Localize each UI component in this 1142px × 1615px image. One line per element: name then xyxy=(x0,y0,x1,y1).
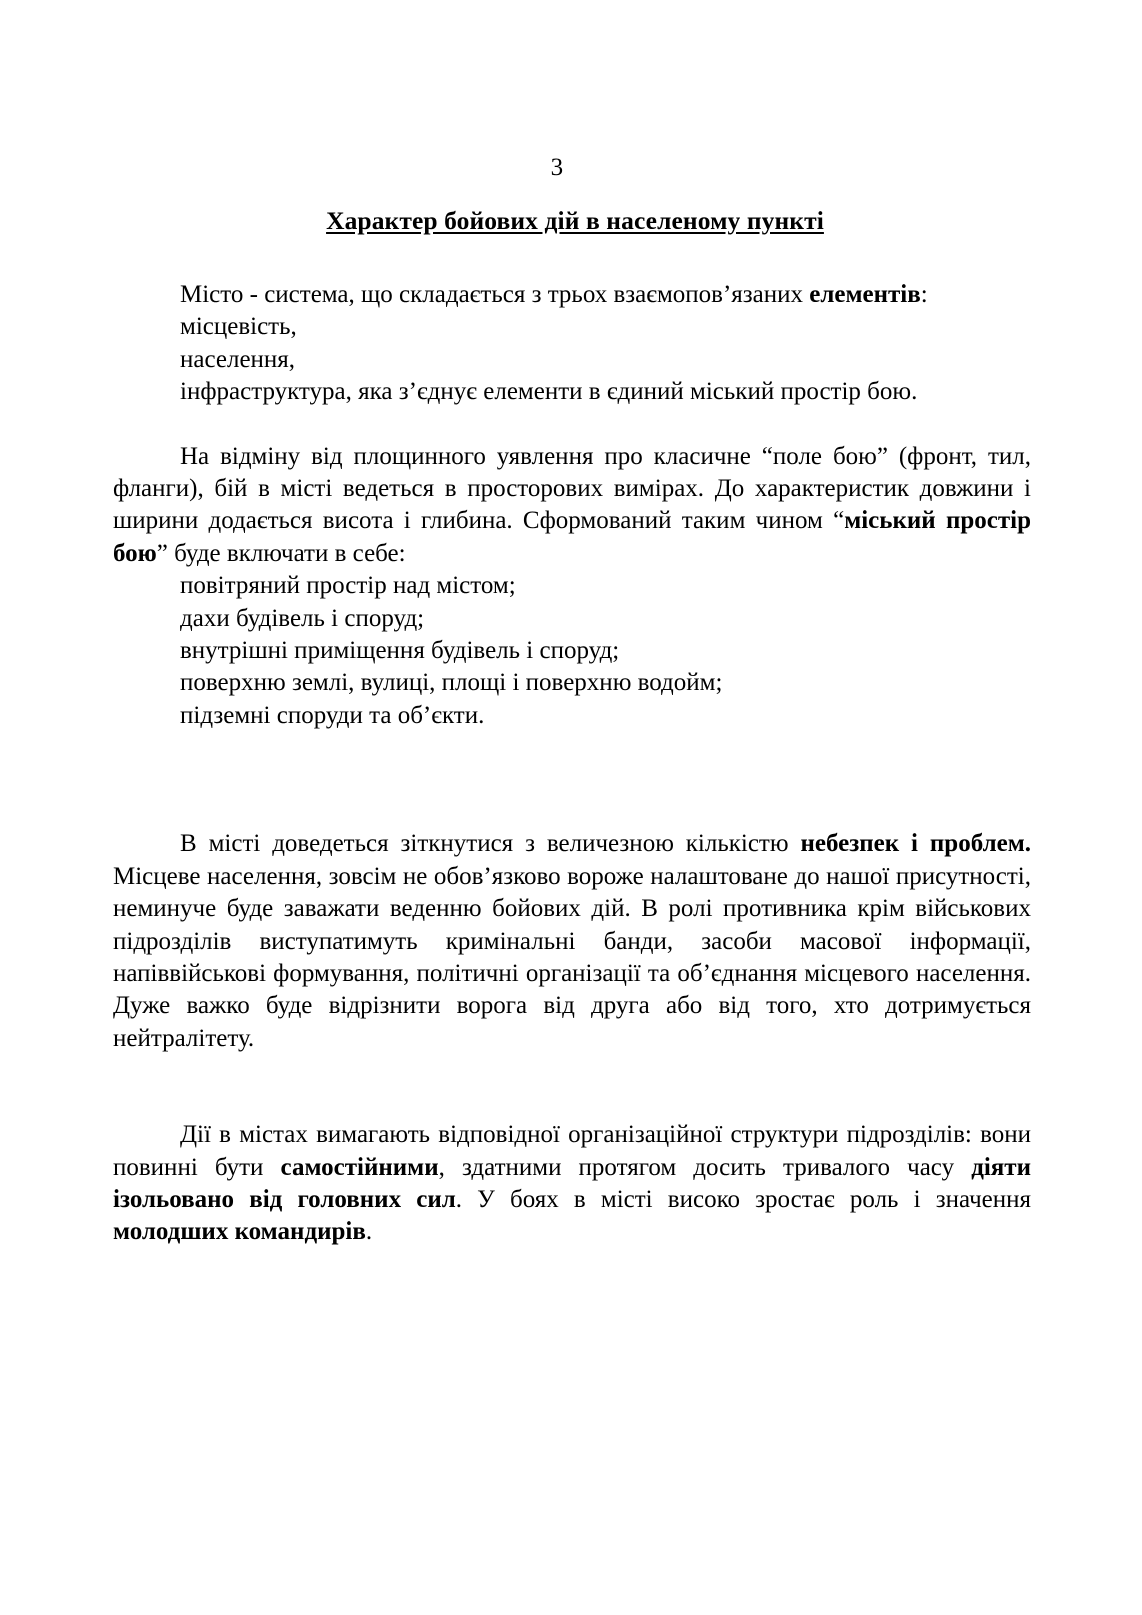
paragraph-organization-seg2: , здатними протягом досить тривалого часу xyxy=(438,1153,972,1181)
list-item: підземні споруди та об’єкти. xyxy=(180,701,485,729)
paragraph-battlespace-bold: міський простір бою xyxy=(113,507,1031,567)
spacer xyxy=(113,409,1031,441)
list-item: інфраструктура, яка з’єднує елементи в єдиний міський простір бою. xyxy=(180,378,918,406)
spacer xyxy=(113,257,1031,279)
page-number: 3 xyxy=(550,154,564,181)
list-item: повітряний простір над містом; xyxy=(180,572,516,600)
list-item: дахи будівель і споруд; xyxy=(180,604,425,632)
paragraph-dangers-text-before: В місті доведеться зіткнутися з величезною кількістю xyxy=(180,830,801,858)
paragraph-battlespace xyxy=(113,441,1031,571)
document-body xyxy=(113,205,1031,1249)
spacer xyxy=(113,732,1031,828)
list-item: населення, xyxy=(180,345,296,373)
paragraph-intro xyxy=(113,279,1031,311)
paragraph-intro-text-before: Місто - система, що складається з трьох взаємопов’язаних xyxy=(180,281,810,308)
paragraph-organization-bold3: молодших командирів xyxy=(113,1218,366,1246)
paragraph-dangers xyxy=(113,828,1031,1055)
paragraph-organization-seg1: Дії в містах вимагають відповідної організаційної структури підрозділів: вони повинні бути xyxy=(113,1121,1031,1181)
list-item: місцевість, xyxy=(180,313,297,341)
paragraph-dangers-text-after: Місцеве населення, зовсім не обов’язково вороже налаштоване до нашої присутності, неминуче буде заважати веденню бойових дій. В ролі противника крім військових підрозділів виступатимуть кримінальні банди, засоби масової інформації, напіввійськові формування, політичні організації та об’єднання місцевого населення. Дуже важко буде відрізнити ворога від друга або від того, хто дотримується нейтралітету. xyxy=(113,862,1031,1052)
paragraph-organization-seg3: . У боях в місті високо зростає роль і значення xyxy=(455,1185,1032,1213)
paragraph-organization xyxy=(113,1119,1031,1249)
paragraph-organization-seg4: . xyxy=(365,1218,373,1246)
paragraph-intro-text-after: : xyxy=(920,281,928,308)
list-item: внутрішні приміщення будівель і споруд; xyxy=(180,637,620,665)
spacer xyxy=(113,1055,1031,1119)
list-item: поверхню землі, вулиці, площі і поверхню водойм; xyxy=(180,669,723,697)
paragraph-intro-bold: елементів xyxy=(809,281,921,308)
page-title: Характер бойових дій в населеному пункті xyxy=(326,206,824,235)
paragraph-organization-bold1: самостійними xyxy=(280,1153,439,1181)
paragraph-dangers-bold: небезпек і проблем. xyxy=(800,830,1031,858)
paragraph-battlespace-text-after: ” буде включати в себе: xyxy=(156,539,406,567)
paragraph-organization-bold2: діяти ізольовано від головних сил xyxy=(113,1153,1031,1213)
paragraph-battlespace-text-before: На відміну від площинного уявлення про класичне “поле бою” (фронт, тил, фланги), бій в місті ведеться в просторових вимірах. До характеристик довжини і ширини додається висота і глибина. Сформований таким чином “ xyxy=(113,442,1031,535)
